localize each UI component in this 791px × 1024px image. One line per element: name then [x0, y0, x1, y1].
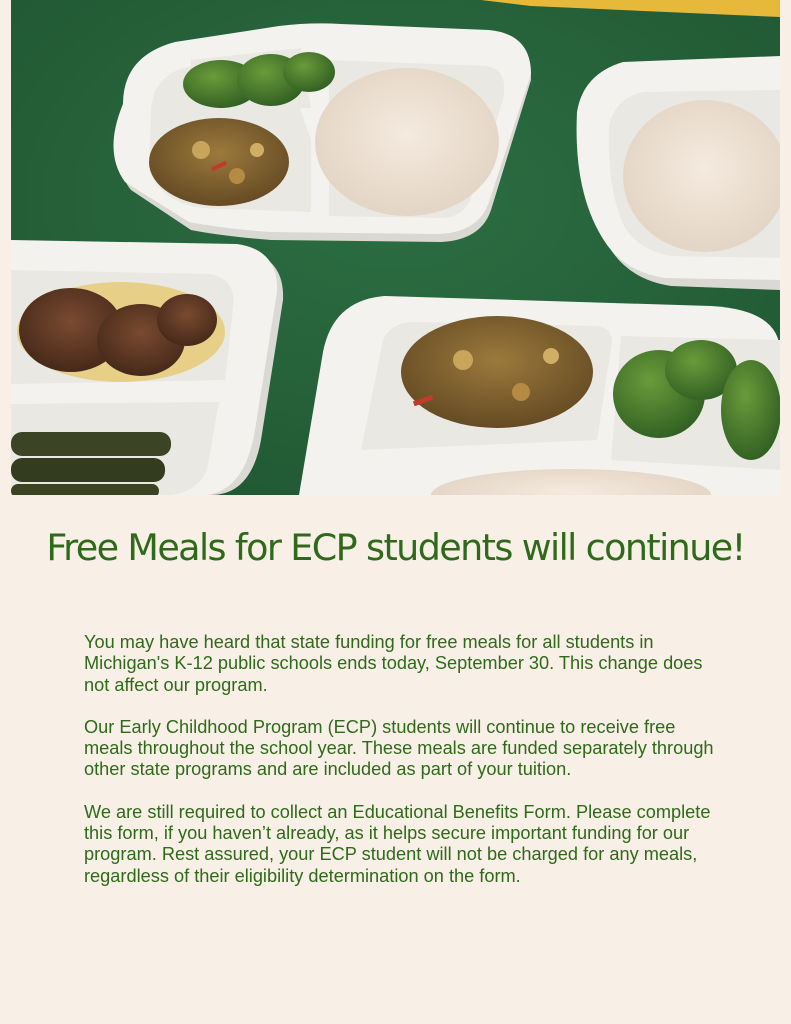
tray-bottom-left — [11, 240, 283, 495]
tray-top-center — [113, 23, 531, 242]
paragraph: You may have heard that state funding for free meals for all students in Michigan's K-12 public schools ends today, September 30. This change does not affect our program. — [84, 632, 703, 695]
meal-trays-illustration — [11, 0, 780, 495]
paragraph: Our Early Childhood Program (ECP) students will continue to receive free meals throughout the school year. These meals are funded separately through other state programs and are included as part of your tuition. — [84, 716, 714, 780]
hero-photo — [11, 0, 780, 495]
tray-bottom-right — [299, 296, 780, 495]
page-title: Free Meals for ECP students will continue! — [46, 526, 745, 569]
body-text — [84, 632, 724, 908]
paragraph: We are still required to collect an Educational Benefits Form. Please complete this form, if you haven’t already, as it helps secure important funding for our program. Rest assured, your ECP student will not be charged for any meals, regardless of their eligibility determination on the form. — [84, 801, 711, 886]
